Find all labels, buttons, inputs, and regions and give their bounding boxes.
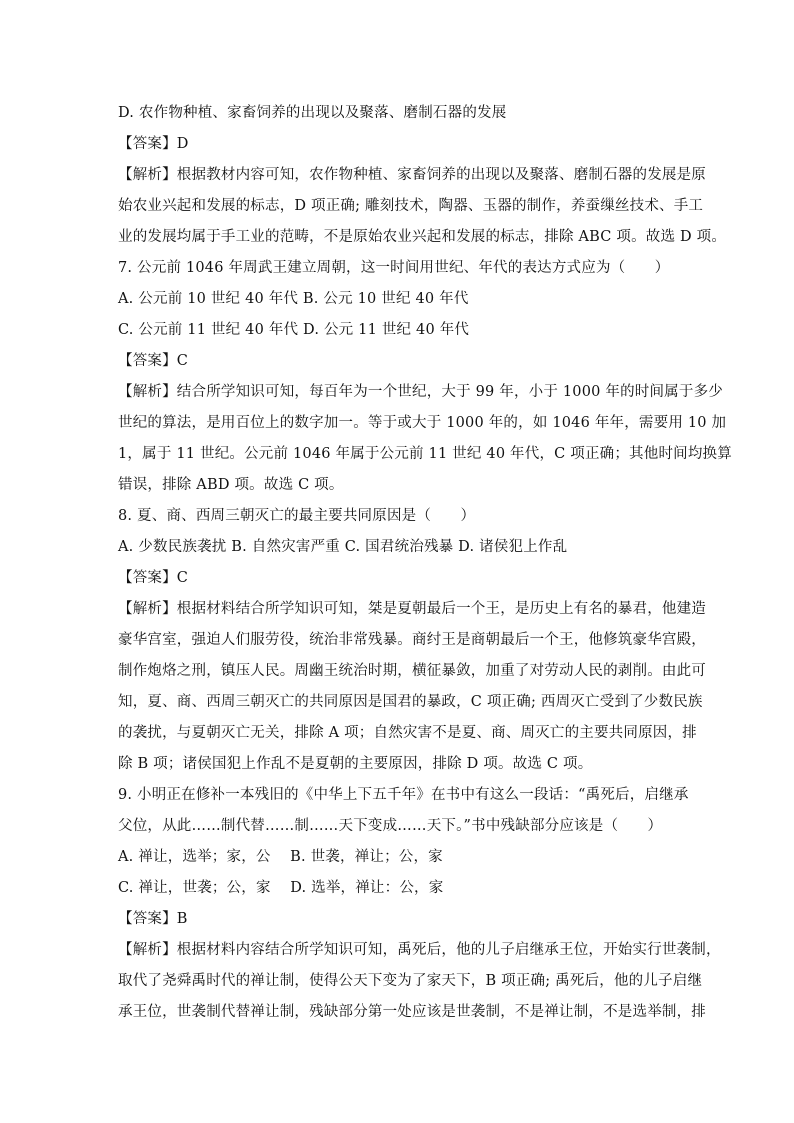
analysis-line: 【解析】根据材料内容结合所学知识可知，禹死后，他的儿子启继承王位，开始实行世袭制， bbox=[118, 942, 721, 958]
question-7-options-ab: A. 公元前 10 世纪 40 年代 B. 公元 10 世纪 40 年代 bbox=[118, 291, 469, 307]
answer-line: 【答案】C bbox=[118, 353, 189, 369]
analysis-line: 的袭扰，与夏朝灭亡无关，排除 A 项；自然灾害不是夏、商、周灭亡的主要共同原因，排 bbox=[118, 725, 697, 741]
question-9-stem: 9. 小明正在修补一本残旧的《中华上下五千年》在书中有这么一段话：“禹死后，启继承 bbox=[118, 787, 689, 803]
answer-line: 【答案】D bbox=[118, 136, 189, 152]
question-8-options: A. 少数民族袭扰 B. 自然灾害严重 C. 国君统治残暴 D. 诸侯犯上作乱 bbox=[118, 539, 568, 555]
analysis-line: 错误，排除 ABD 项。故选 C 项。 bbox=[118, 477, 344, 493]
question-9-stem: 父位，从此……制代替……制……天下变成……天下。”书中残缺部分应该是（ ） bbox=[118, 818, 663, 834]
analysis-line: 世纪的算法，是用百位上的数字加一。等于或大于 1000 年的，如 1046 年年，需要用 10 加 bbox=[118, 415, 727, 431]
question-8-stem: 8. 夏、商、西周三朝灭亡的最主要共同原因是（ ） bbox=[118, 508, 476, 524]
question-9-options-ab: A. 禅让，选举；家，公 B. 世袭，禅让；公，家 bbox=[118, 849, 443, 865]
analysis-line: 【解析】结合所学知识可知，每百年为一个世纪，大于 99 年，小于 1000 年的时间属于多少 bbox=[118, 384, 723, 400]
analysis-line: 制作炮烙之刑，镇压人民。周幽王统治时期，横征暴敛，加重了对劳动人民的剥削。由此可 bbox=[118, 663, 706, 679]
question-7-options-cd: C. 公元前 11 世纪 40 年代 D. 公元 11 世纪 40 年代 bbox=[118, 322, 470, 338]
analysis-line: 始农业兴起和发展的标志，D 项正确; 雕刻技术，陶器、玉器的制作，养蚕缫丝技术、手工 bbox=[118, 198, 704, 214]
analysis-line: 1，属于 11 世纪。公元前 1046 年属于公元前 11 世纪 40 年代，C 项正确；其他时间均换算 bbox=[118, 446, 732, 462]
question-9-options-cd: C. 禅让，世袭；公，家 D. 选举，禅让：公，家 bbox=[118, 880, 444, 896]
analysis-line: 业的发展均属于手工业的范畴，不是原始农业兴起和发展的标志，排除 ABC 项。故选 D 项。 bbox=[118, 229, 727, 245]
analysis-line: 承王位，世袭制代替禅让制，残缺部分第一处应该是世袭制，不是禅让制，不是选举制，排 bbox=[118, 1004, 706, 1020]
analysis-line: 【解析】根据材料结合所学知识可知，桀是夏朝最后一个王，是历史上有名的暴君，他建造 bbox=[118, 601, 706, 617]
question-7-stem: 7. 公元前 1046 年周武王建立周朝，这一时间用世纪、年代的表达方式应为（ ） bbox=[118, 260, 670, 276]
answer-line: 【答案】B bbox=[118, 911, 188, 927]
analysis-line: 除 B 项；诸侯国犯上作乱不是夏朝的主要原因，排除 D 项。故选 C 项。 bbox=[118, 756, 593, 772]
option-d-line: D. 农作物种植、家畜饲养的出现以及聚落、磨制石器的发展 bbox=[118, 105, 507, 121]
analysis-line: 豪华宫室，强迫人们服劳役，统治非常残暴。商纣王是商朝最后一个王，他修筑豪华宫殿， bbox=[118, 632, 706, 648]
analysis-line: 取代了尧舜禹时代的禅让制，使得公天下变为了家天下，B 项正确; 禹死后，他的儿子启继 bbox=[118, 973, 703, 989]
analysis-line: 【解析】根据教材内容可知，农作物种植、家畜饲养的出现以及聚落、磨制石器的发展是原 bbox=[118, 167, 706, 183]
analysis-line: 知，夏、商、西周三朝灭亡的共同原因是国君的暴政，C 项正确; 西周灭亡受到了少数民族 bbox=[118, 694, 703, 710]
answer-line: 【答案】C bbox=[118, 570, 189, 586]
